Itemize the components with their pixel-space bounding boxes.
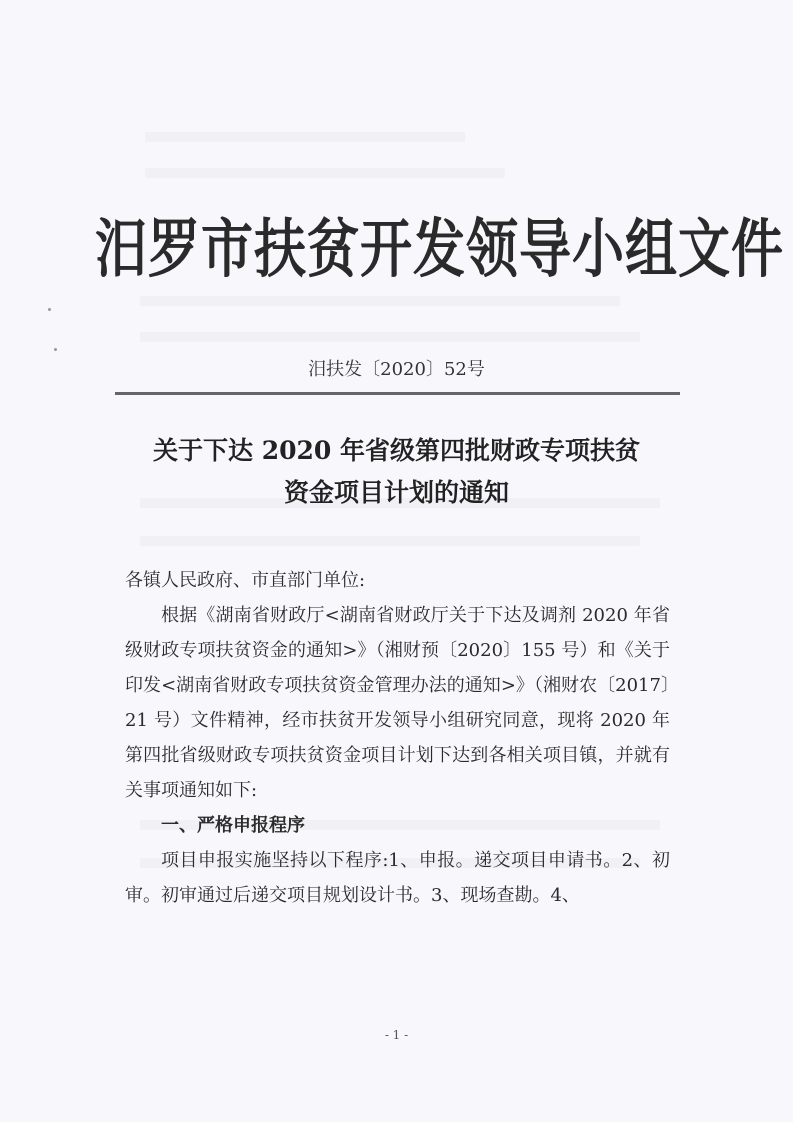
document-body bbox=[125, 563, 670, 913]
bleed-through-mark bbox=[145, 168, 505, 178]
scan-speck bbox=[54, 348, 57, 351]
issuing-authority-title: 汨罗市扶贫开发领导小组文件 bbox=[95, 212, 785, 288]
document-number: 汨扶发〔2020〕52号 bbox=[308, 359, 485, 380]
body-paragraph-1: 根据《湖南省财政厅<湖南省财政厅关于下达及调剂 2020 年省级财政专项扶贫资金的通知>》（湘财预〔2020〕155 号）和《关于印发<湖南省财政专项扶贫资金管理办法的通知>》（湘财农〔2017〕21 号）文件精神，经市扶贫开发领导小组研究同意，现将 2020 年第四批省级财政专项扶贫资金项目计划下达到各相关项目镇，并就有关事项通知如下: bbox=[125, 605, 670, 801]
addressee: 各镇人民政府、市直部门单位: bbox=[125, 570, 366, 591]
notice-title-line-1: 关于下达 2020 年省级第四批财政专项扶贫 bbox=[153, 436, 640, 465]
body-paragraph-2: 项目申报实施坚持以下程序:1、申报。递交项目申请书。2、初审。初审通过后递交项目规划设计书。3、现场查勘。4、 bbox=[125, 850, 670, 906]
scan-speck bbox=[48, 308, 51, 311]
section-heading-1: 一、严格申报程序 bbox=[161, 815, 305, 836]
page-number: - 1 - bbox=[384, 1028, 409, 1042]
notice-title bbox=[0, 430, 793, 514]
bleed-through-mark bbox=[140, 296, 620, 306]
bleed-through-mark bbox=[140, 536, 640, 546]
bleed-through-mark bbox=[140, 332, 640, 342]
bleed-through-mark bbox=[145, 132, 465, 142]
header-divider bbox=[115, 392, 680, 395]
notice-title-line-2: 资金项目计划的通知 bbox=[283, 478, 509, 507]
